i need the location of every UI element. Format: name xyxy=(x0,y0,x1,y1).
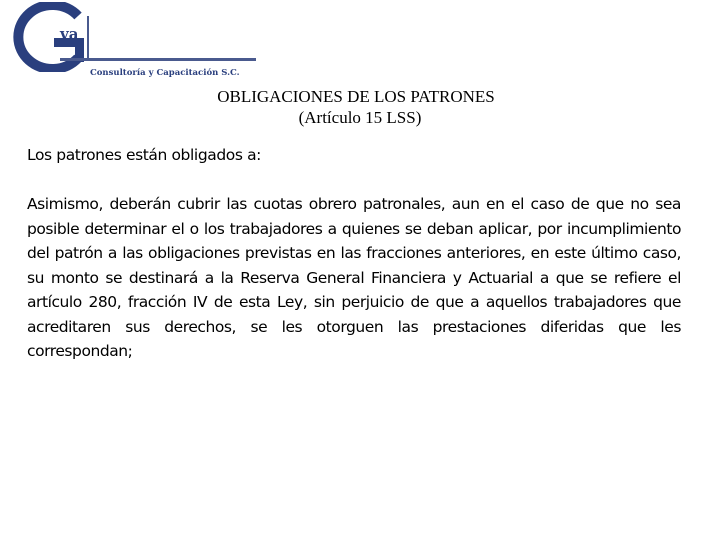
body-paragraph: Asimismo, deberán cubrir las cuotas obrero patronales, aun en el caso de que no sea posible determinar el o los trabajadores a quienes se deban aplicar, por incumplimiento del patrón a las obligaciones previstas en las fracciones anteriores, en este último caso, su monto se destinará a la Reserva General Financiera y Actuarial a que se refiere el artículo 280, fracción IV de esta Ley, sin perjuicio de que a aquellos trabajadores que acreditaren sus derechos, se les otorguen las prestaciones diferidas que les correspondan; xyxy=(27,195,681,360)
page-title: OBLIGACIONES DE LOS PATRONES xyxy=(217,87,495,106)
logo-tagline: Consultoría y Capacitación S.C. xyxy=(90,68,240,78)
intro-text: Los patrones están obligados a: xyxy=(27,146,261,164)
page-subtitle: (Artículo 15 LSS) xyxy=(298,108,422,127)
logo-g-mark xyxy=(4,2,264,72)
logo-letters: va xyxy=(60,25,79,43)
company-logo xyxy=(4,2,264,86)
document-heading xyxy=(0,86,720,128)
